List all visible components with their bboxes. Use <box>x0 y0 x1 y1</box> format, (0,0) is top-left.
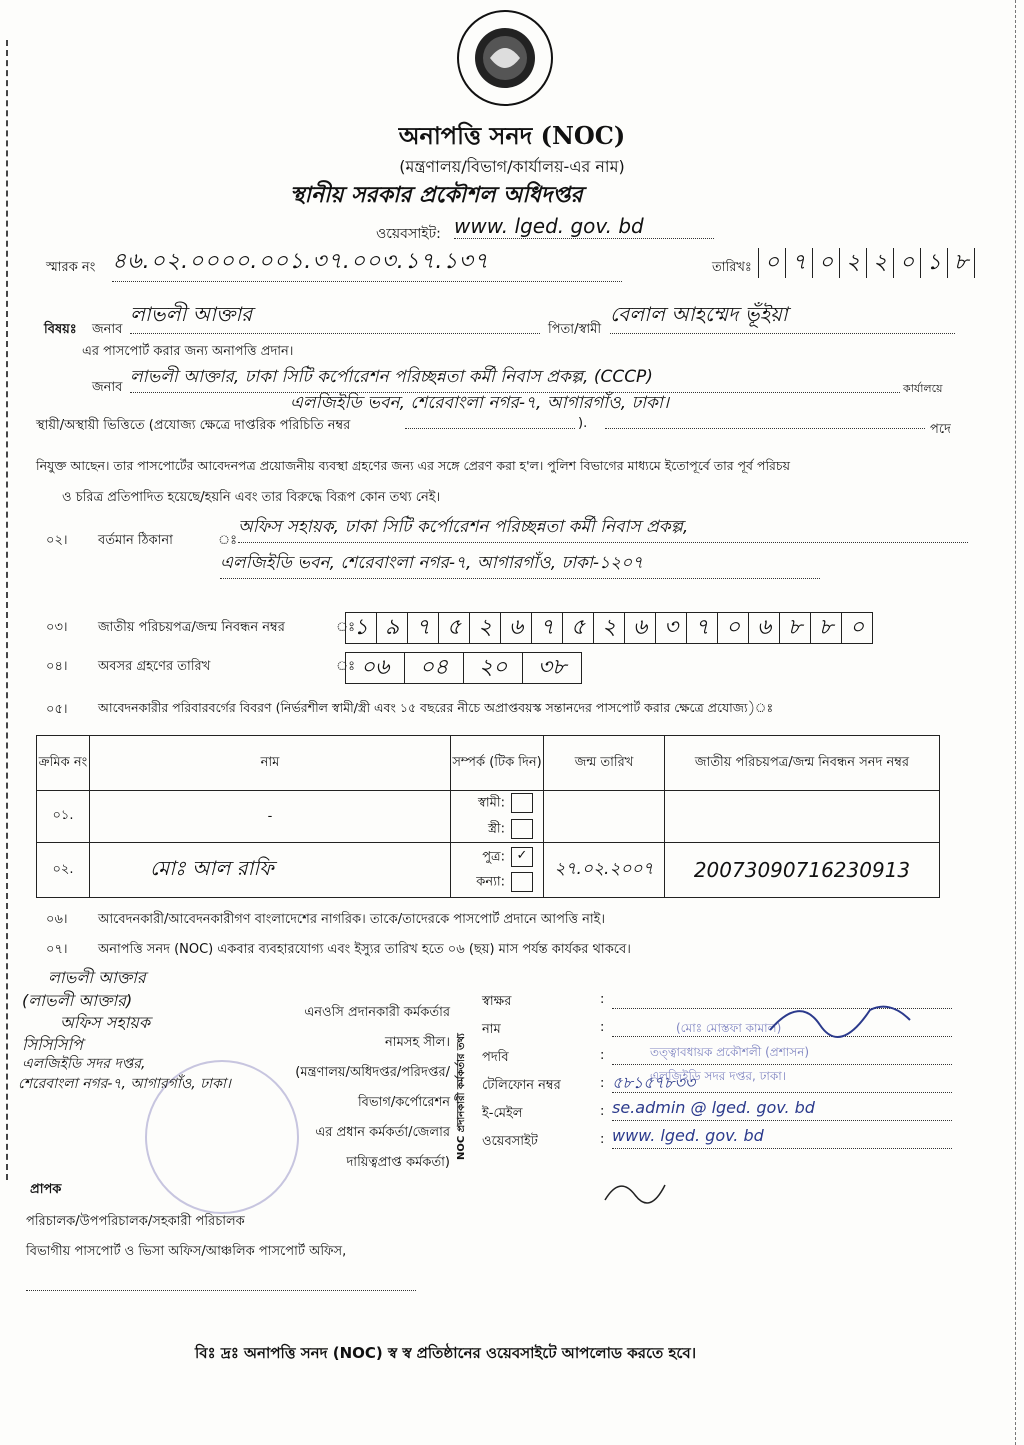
body-mr-label: জনাব <box>92 380 123 395</box>
checkbox-daughter <box>511 872 533 892</box>
issuer-line: এর প্রধান কর্মকর্তা/জেলার <box>315 1125 450 1140</box>
digit-box: ০ <box>893 248 920 278</box>
row2-id: 20073090716230913 <box>665 843 940 898</box>
row2-sl: ০২. <box>37 843 90 898</box>
checkbox-son-ticked: ✓ <box>511 847 533 867</box>
pade-label: পদে <box>930 422 951 437</box>
issuer-field-value: ৫৮১৫৭৮৩৩ <box>612 1070 952 1093</box>
table-header-relation: সম্পর্ক (টিক দিন) <box>451 736 544 791</box>
digit-box: ০ <box>717 612 748 644</box>
digit-box: ১ <box>920 248 947 278</box>
issuer-field-value: se.admin @ lged. gov. bd <box>612 1098 952 1121</box>
digit-box: ১ <box>345 612 376 644</box>
body-hand-line2: এলজিইডি ভবন, শেরেবাংলা নগর-৭, আগারগাঁও, ঢাকা। <box>290 393 669 413</box>
document-subtitle: (মন্ত্রণালয়/বিভাগ/কার্যালয়-এর নাম) <box>399 157 625 176</box>
digit-box: ৬ <box>624 612 655 644</box>
row1-dob <box>544 791 665 843</box>
digit-box: ২ <box>593 612 624 644</box>
stamp-designation: তত্ত্বাবধায়ক প্রকৌশলী (প্রশাসন) <box>650 1045 810 1059</box>
present-address-line2: এলজিইডি ভবন, শেরেবাংলা নগর-৭, আগারগাঁও, ঢাকা-১২০৭ <box>220 550 820 579</box>
digit-box: ০৬ <box>345 652 404 684</box>
row1-id <box>665 791 940 843</box>
initials-signature-icon <box>600 1170 670 1215</box>
left-border <box>6 40 8 1180</box>
subject-purpose: এর পাসপোর্ট করার জন্য অনাপত্তি প্রদান। <box>82 344 294 359</box>
digit-box: ২ <box>866 248 893 278</box>
stamp-office: এলজিইডি সদর দপ্তর, ঢাকা। <box>650 1069 787 1083</box>
recipient-line1: পরিচালক/উপপরিচালক/সহকারী পরিচালক <box>26 1214 245 1229</box>
item-05-number: ০৫। <box>46 702 68 717</box>
digit-box: ০ <box>758 248 785 278</box>
issuer-field-colon: : <box>600 1076 605 1091</box>
document-title: অনাপত্তি সনদ (NOC) <box>398 121 626 150</box>
issuer-line: দায়িত্বপ্রাপ্ত কর্মকর্তা) <box>346 1155 450 1170</box>
recipient-label: প্রাপক <box>30 1182 62 1197</box>
website-label: ওয়েবসাইট: <box>376 226 441 242</box>
body-line3-end: ). <box>578 416 588 431</box>
retirement-date-boxes <box>345 652 582 684</box>
nid-number-boxes <box>345 612 873 644</box>
vertical-label-container <box>454 990 472 1160</box>
digit-box: ৯ <box>376 612 407 644</box>
item-02-number: ০২। <box>46 533 68 548</box>
present-address-line1: অফিস সহায়ক, ঢাকা সিটি কর্পোরেশন পরিচ্ছন্নতা কর্মী নিবাস প্রকল্প, <box>238 514 968 543</box>
table-header-name: নাম <box>90 736 451 791</box>
applicant-name-bracket: (লাভলী আক্তার) <box>22 991 133 1010</box>
digit-box: ৭ <box>686 612 717 644</box>
item-04-number: ০৪। <box>46 659 68 674</box>
issuer-line: নামসহ সীল। <box>385 1035 450 1050</box>
issuer-field-row <box>482 1098 962 1126</box>
digit-box: ৮ <box>810 612 841 644</box>
memo-label: স্মারক নং <box>46 260 96 275</box>
issuer-field-colon: : <box>600 1104 605 1119</box>
digit-box: ৮ <box>779 612 810 644</box>
issuer-field-label: ই-মেইল <box>482 1106 523 1121</box>
issuer-block <box>240 998 450 1178</box>
issuer-field-value: www. lged. gov. bd <box>612 1126 952 1149</box>
digit-box: ৩৮ <box>522 652 582 684</box>
digit-box: ৫ <box>562 612 593 644</box>
applicant-address: শেরেবাংলা নগর-৭, আগারগাঁও, ঢাকা। <box>18 1076 231 1092</box>
recipient-line2: বিভাগীয় পাসপোর্ট ও ভিসা অফিস/আঞ্চলিক পাসপোর্ট অফিস, <box>26 1244 347 1259</box>
website-value: www. lged. gov. bd <box>454 214 714 239</box>
digit-box: ৩ <box>655 612 686 644</box>
stamp-name: (মোঃ মোস্তফা কামাল) <box>676 1021 782 1035</box>
memo-number: ৪৬.০২.০০০০.০০১.৩৭.০০৩.১৭.১৩৭ <box>112 244 622 282</box>
digit-box: ২ <box>839 248 866 278</box>
item-04-label: অবসর গ্রহণের তারিখ <box>98 659 211 674</box>
row1-rel2-label: স্ত্রী: <box>487 821 505 836</box>
issuer-field-colon: : <box>600 1048 605 1063</box>
table-header-id: জাতীয় পরিচয়পত্র/জন্ম নিবন্ধন সনদ নম্বর <box>665 736 940 791</box>
row1-rel1-label: স্বামী: <box>478 795 505 811</box>
applicant-project: সিসিসিপি <box>22 1035 83 1054</box>
table-header-sl: ক্রমিক নং <box>37 736 90 791</box>
row1-sl: ০১. <box>37 791 90 843</box>
issuer-field-label: স্বাক্ষর <box>482 994 512 1009</box>
applicant-office: এলজিইডি সদর দপ্তর, <box>22 1056 146 1072</box>
issuer-field-label: টেলিফোন নম্বর <box>482 1078 561 1093</box>
issuer-line: (মন্ত্রণালয়/অধিদপ্তর/পরিদপ্তর/ <box>295 1065 450 1080</box>
item-05-label: আবেদনকারীর পরিবারবর্গের বিবরণ (নির্ভরশীল স্বামী/স্ত্রী এবং ১৫ বছরের নীচে অপ্রাপ্তবয়স্ক সন্তানদের পাসপোর্ট করার ক্ষেত্রে প্রযোজ্য)ঃ <box>98 700 774 715</box>
right-border <box>1015 0 1016 1445</box>
item-06-text: আবেদনকারী/আবেদনকারীগণ বাংলাদেশের নাগরিক। তাকে/তাদেরকে পাসপোর্ট প্রদানে আপত্তি নাই। <box>98 912 606 927</box>
government-seal-icon <box>455 8 555 108</box>
item-07-number: ০৭। <box>46 942 68 957</box>
subject-label: বিষয়ঃ <box>44 322 77 337</box>
checkbox-wife <box>511 819 533 839</box>
applicant-designation: অফিস সহায়ক <box>60 1013 151 1032</box>
issuer-field-label: ওয়েবসাইট <box>482 1134 538 1149</box>
digit-box: ৭ <box>785 248 812 278</box>
body-line5: ও চরিত্র প্রতিপাদিত হয়েছে/হয়নি এবং তার বিরুদ্ধে বিরূপ কোন তথ্য নেই। <box>62 490 441 505</box>
row1-relation <box>451 791 544 843</box>
date-label: তারিখঃ <box>712 260 752 275</box>
issuer-field-colon: : <box>600 1132 605 1147</box>
recipient-blank <box>26 1290 416 1291</box>
table-header-dob: জন্ম তারিখ <box>544 736 665 791</box>
issuer-field-row <box>482 1126 962 1154</box>
row1-name: - <box>90 791 451 843</box>
digit-box: ০৪ <box>404 652 463 684</box>
issuer-line: এনওসি প্রদানকারী কর্মকর্তার <box>304 1005 450 1020</box>
issuer-field-colon: : <box>600 992 605 1007</box>
father-name: বেলাল আহম্মেদ ভূঁইয়া <box>610 300 955 334</box>
applicant-signature: লাভলী আক্তার <box>48 968 146 987</box>
noc-vertical-label: NOC প্রদানকারী কর্মকর্তার তথ্য <box>456 1033 467 1160</box>
body-hand-line1: লাভলী আক্তার, ঢাকা সিটি কর্পোরেশন পরিচ্ছন্নতা কর্মী নিবাস প্রকল্প, (CCCP) <box>130 364 900 393</box>
digit-box: ০ <box>812 248 839 278</box>
subject-name: লাভলী আক্তার <box>130 300 540 334</box>
subject-mr-label: জনাব <box>92 322 123 337</box>
issuer-field-colon: : <box>600 1020 605 1035</box>
item-04-colon: ঃ <box>336 659 356 674</box>
digit-box: ৫ <box>438 612 469 644</box>
designation-blank <box>605 428 925 429</box>
item-07-text: অনাপত্তি সনদ (NOC) একবার ব্যবহারযোগ্য এবং ইস্যুর তারিখ হতে ০৬ (ছয়) মাস পর্যন্ত কার্যকর থাকবে। <box>98 942 631 957</box>
item-03-colon: ঃ <box>336 620 356 635</box>
row2-name: মোঃ আল রাফি <box>90 843 451 898</box>
digit-box: ৬ <box>748 612 779 644</box>
digit-box: ০ <box>841 612 873 644</box>
official-id-blank <box>405 428 575 429</box>
digit-box: ৭ <box>531 612 562 644</box>
body-line4: নিযুক্ত আছেন। তার পাসপোর্টের আবেদনপত্র প্রয়োজনীয় ব্যবস্থা গ্রহণের জন্য এর সঙ্গে প্রেরণ করা হ'ল। পুলিশ বিভাগের মাধ্যমে ইতোপূর্বে তার পূর্ব পরিচয় <box>36 458 791 473</box>
issue-date-boxes <box>758 248 975 278</box>
officer-signature-icon <box>760 990 920 1050</box>
table-row <box>37 791 940 843</box>
karyalaye-label: কার্যালয়ে <box>903 382 943 395</box>
office-name: স্থানীয় সরকার প্রকৌশল অধিদপ্তর <box>290 183 583 208</box>
item-02-label: বর্তমান ঠিকানা <box>98 533 173 548</box>
issuer-field-label: পদবি <box>482 1050 509 1065</box>
item-06-number: ০৬। <box>46 912 68 927</box>
item-02-colon: ঃ <box>218 533 238 548</box>
digit-box: ৭ <box>407 612 438 644</box>
digit-box: ২০ <box>463 652 522 684</box>
checkbox-husband <box>511 793 533 813</box>
digit-box: ৮ <box>947 248 975 278</box>
digit-box: ২ <box>469 612 500 644</box>
family-table <box>36 735 940 898</box>
body-line3: স্থায়ী/অস্থায়ী ভিত্তিতে (প্রযোজ্য ক্ষেত্রে দাপ্তরিক পরিচিতি নম্বর <box>36 418 351 433</box>
item-03-label: জাতীয় পরিচয়পত্র/জন্ম নিবন্ধন নম্বর <box>98 620 285 635</box>
digit-box: ৬ <box>500 612 531 644</box>
issuer-field-label: নাম <box>482 1022 501 1037</box>
issuer-line: বিভাগ/কর্পোরেশন <box>357 1095 450 1110</box>
row2-relation <box>451 843 544 898</box>
father-label: পিতা/স্বামী <box>548 322 602 337</box>
row2-dob: ২৭.০২.২০০৭ <box>544 843 665 898</box>
row2-rel1-label: পুত্র: <box>482 849 505 864</box>
item-03-number: ০৩। <box>46 620 68 635</box>
row2-rel2-label: কন্যা: <box>476 874 505 890</box>
footer-note: বিঃ দ্রঃ অনাপত্তি সনদ (NOC) স্ব স্ব প্রতিষ্ঠানের ওয়েবসাইটে আপলোড করতে হবে। <box>195 1344 697 1362</box>
table-row <box>37 843 940 898</box>
